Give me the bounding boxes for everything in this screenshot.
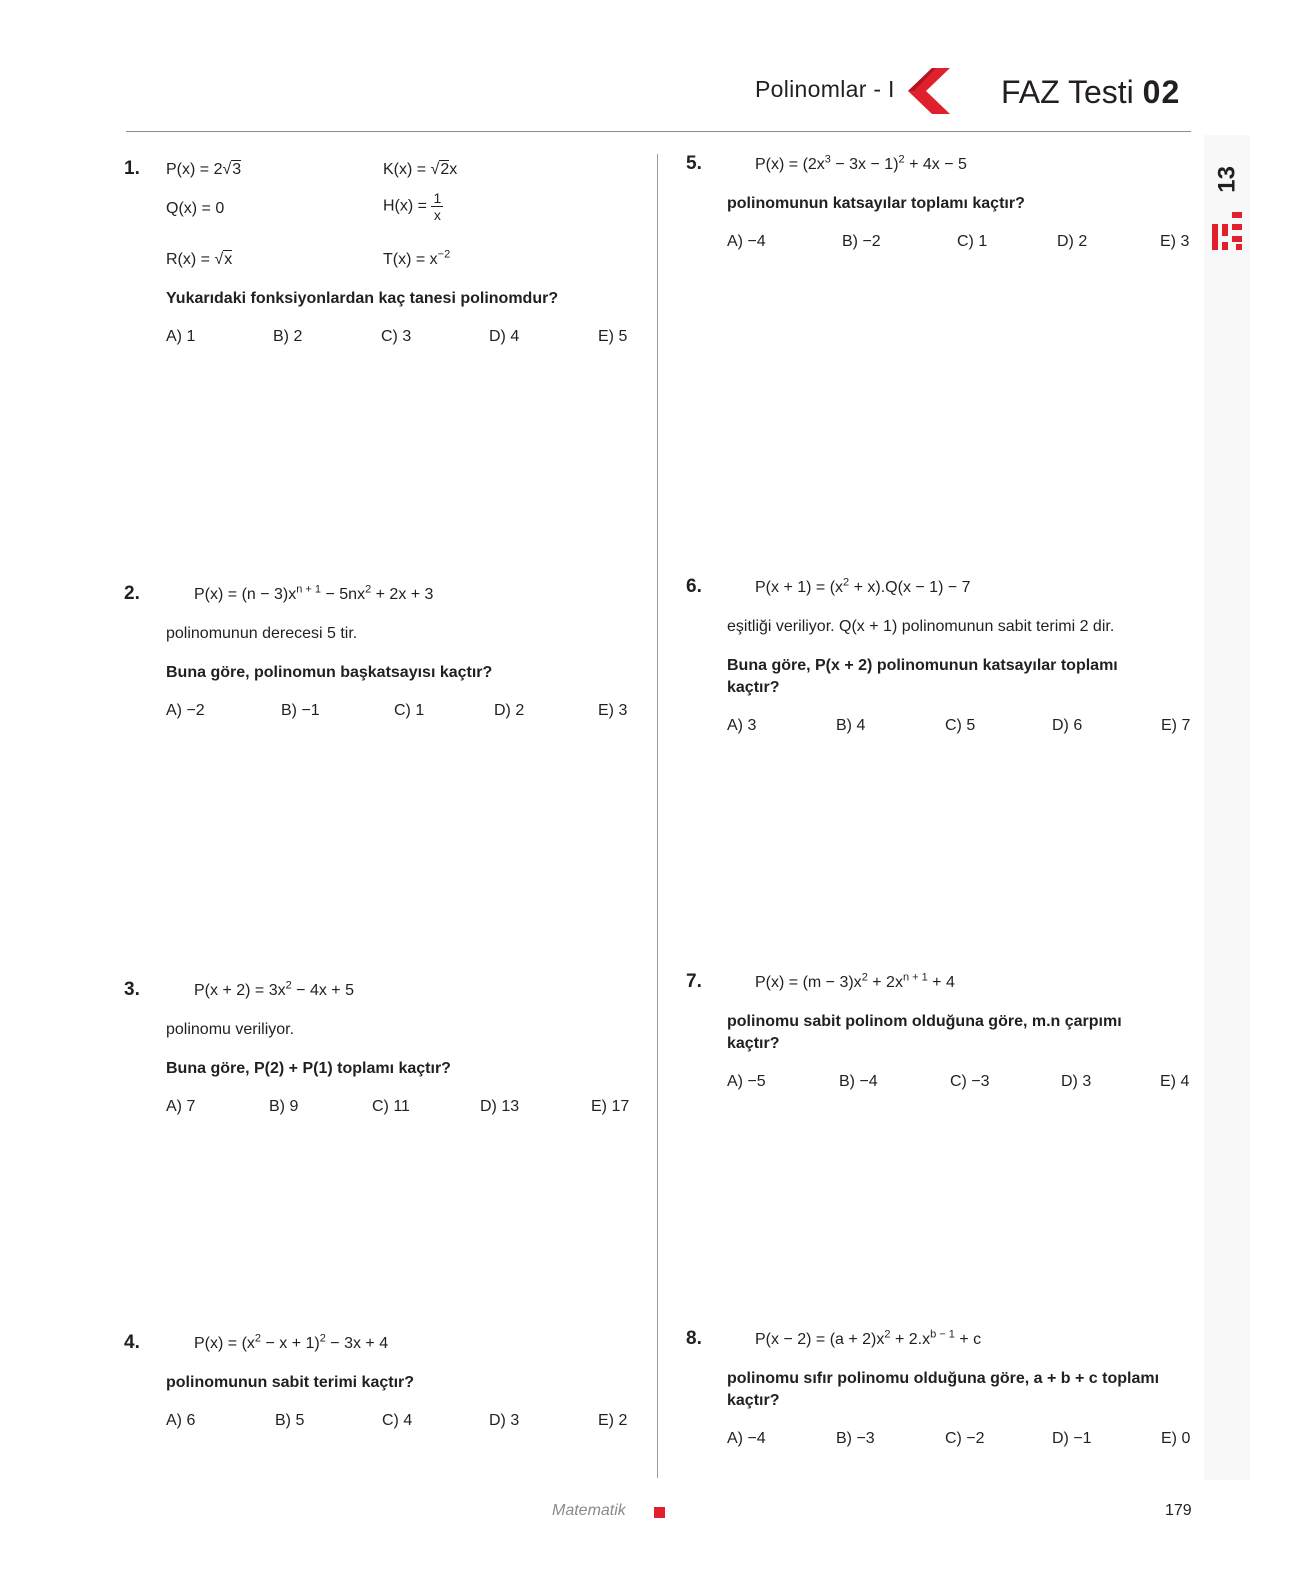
q1-option-e[interactable]: E) 5	[598, 328, 628, 345]
q6-question-line2: kaçtır?	[727, 679, 780, 696]
q6-option-d[interactable]: D) 6	[1052, 717, 1083, 734]
q3-option-d[interactable]: D) 13	[480, 1098, 520, 1115]
q5-question: polinomunun katsayılar toplamı kaçtır?	[727, 195, 1025, 212]
q2-statement: polinomunun derecesi 5 tir.	[166, 625, 358, 642]
page-number: 179	[1165, 1502, 1192, 1519]
question-7-number: 7.	[686, 971, 702, 992]
q4-option-b[interactable]: B) 5	[275, 1412, 305, 1429]
q3-option-c[interactable]: C) 11	[372, 1098, 410, 1115]
q3-formula: $P(x + 2) = 3x^2 - 4x + 5$	[194, 979, 354, 999]
chevron-left-icon	[906, 68, 950, 114]
q2-option-e[interactable]: E) 3	[598, 702, 628, 719]
q3-question: Buna göre, P(2) + P(1) toplamı kaçtır?	[166, 1060, 451, 1077]
fasikul-tab	[1210, 150, 1246, 260]
test-prefix: FAZ Testi	[1001, 74, 1134, 110]
topic-title: Polinomlar - I	[755, 76, 895, 102]
q7-option-c[interactable]: C) −3	[950, 1073, 990, 1090]
fasikul-number: 13	[1213, 166, 1241, 193]
q8-option-b[interactable]: B) −3	[836, 1430, 875, 1447]
q2-option-c[interactable]: C) 1	[394, 702, 425, 719]
q8-question-line2: kaçtır?	[727, 1392, 780, 1409]
q3-statement: polinomu veriliyor.	[166, 1021, 295, 1038]
q8-question-line1: polinomu sıfır polinomu olduğuna göre, a + b + c toplamı	[727, 1370, 1160, 1387]
question-4-number: 4.	[124, 1332, 140, 1353]
q8-option-c[interactable]: C) −2	[945, 1430, 985, 1447]
q2-formula: $P(x) = (n - 3)x^{n + 1} - 5nx^2 + 2x + 3$	[194, 583, 434, 603]
question-8-number: 8.	[686, 1328, 702, 1349]
q3-option-a[interactable]: A) 7	[166, 1098, 196, 1115]
q5-option-b[interactable]: B) −2	[842, 233, 881, 250]
q1-function-k: K(x) = √2x	[383, 161, 458, 178]
q6-question-line1: Buna göre, P(x + 2) polinomunun katsayılar toplamı	[727, 657, 1118, 674]
q8-option-e[interactable]: E) 0	[1161, 1430, 1191, 1447]
q1-function-p: P(x) = 2√3	[166, 161, 242, 178]
q8-option-d[interactable]: D) −1	[1052, 1430, 1092, 1447]
q3-option-e[interactable]: E) 17	[591, 1098, 630, 1115]
footer-square-icon	[654, 1507, 665, 1518]
q7-option-e[interactable]: E) 4	[1160, 1073, 1190, 1090]
q7-option-a[interactable]: A) −5	[727, 1073, 766, 1090]
q7-question-line2: kaçtır?	[727, 1035, 780, 1052]
q1-option-c[interactable]: C) 3	[381, 328, 412, 345]
question-1-number: 1.	[124, 158, 140, 179]
q1-function-t: $T(x) = x^{-2}$	[383, 248, 451, 268]
test-number: 02	[1142, 74, 1181, 110]
question-5-number: 5.	[686, 153, 702, 174]
q1-function-h: H(x) = $\frac{1}{x}$	[383, 190, 442, 223]
q5-formula: $P(x) = (2x^3 - 3x - 1)^2 + 4x - 5$	[755, 153, 967, 173]
question-3-number: 3.	[124, 979, 140, 1000]
q4-formula: $P(x) = (x^2 - x + 1)^2 - 3x + 4$	[194, 1332, 389, 1352]
q2-question: Buna göre, polinomun başkatsayısı kaçtır?	[166, 664, 493, 681]
q4-option-c[interactable]: C) 4	[382, 1412, 413, 1429]
question-2-number: 2.	[124, 583, 140, 604]
q2-option-d[interactable]: D) 2	[494, 702, 525, 719]
header-divider	[126, 131, 1191, 132]
q3-option-b[interactable]: B) 9	[269, 1098, 299, 1115]
q1-function-r: R(x) = √x	[166, 251, 233, 268]
q1-function-q: Q(x) = 0	[166, 200, 225, 217]
column-divider	[657, 154, 658, 1478]
q2-option-a[interactable]: A) −2	[166, 702, 205, 719]
question-6-number: 6.	[686, 576, 702, 597]
q8-formula: $P(x - 2) = (a + 2)x^2 + 2.x^{b - 1} + c$	[755, 1328, 982, 1348]
q6-option-b[interactable]: B) 4	[836, 717, 866, 734]
q4-option-d[interactable]: D) 3	[489, 1412, 520, 1429]
q6-option-c[interactable]: C) 5	[945, 717, 976, 734]
q4-option-a[interactable]: A) 6	[166, 1412, 196, 1429]
q2-option-b[interactable]: B) −1	[281, 702, 320, 719]
q5-option-c[interactable]: C) 1	[957, 233, 988, 250]
q4-option-e[interactable]: E) 2	[598, 1412, 628, 1429]
q1-option-a[interactable]: A) 1	[166, 328, 196, 345]
q6-formula: $P(x + 1) = (x^2 + x).Q(x - 1) - 7$	[755, 576, 971, 596]
q6-option-e[interactable]: E) 7	[1161, 717, 1191, 734]
q6-option-a[interactable]: A) 3	[727, 717, 757, 734]
q6-statement: eşitliği veriliyor. Q(x + 1) polinomunun sabit terimi 2 dir.	[727, 618, 1115, 635]
q1-question: Yukarıdaki fonksiyonlardan kaç tanesi polinomdur?	[166, 290, 559, 307]
q5-option-a[interactable]: A) −4	[727, 233, 766, 250]
q7-question-line1: polinomu sabit polinom olduğuna göre, m.n çarpımı	[727, 1013, 1122, 1030]
q5-option-e[interactable]: E) 3	[1160, 233, 1190, 250]
q1-option-b[interactable]: B) 2	[273, 328, 303, 345]
q8-option-a[interactable]: A) −4	[727, 1430, 766, 1447]
q7-formula: $P(x) = (m - 3)x^2 + 2x^{n + 1} + 4$	[755, 971, 955, 991]
test-title	[1001, 74, 1180, 111]
q5-option-d[interactable]: D) 2	[1057, 233, 1088, 250]
footer-subject: Matematik	[552, 1502, 626, 1519]
q7-option-b[interactable]: B) −4	[839, 1073, 878, 1090]
side-strip	[1204, 135, 1250, 1480]
q7-option-d[interactable]: D) 3	[1061, 1073, 1092, 1090]
q4-question: polinomunun sabit terimi kaçtır?	[166, 1374, 415, 1391]
q1-option-d[interactable]: D) 4	[489, 328, 520, 345]
